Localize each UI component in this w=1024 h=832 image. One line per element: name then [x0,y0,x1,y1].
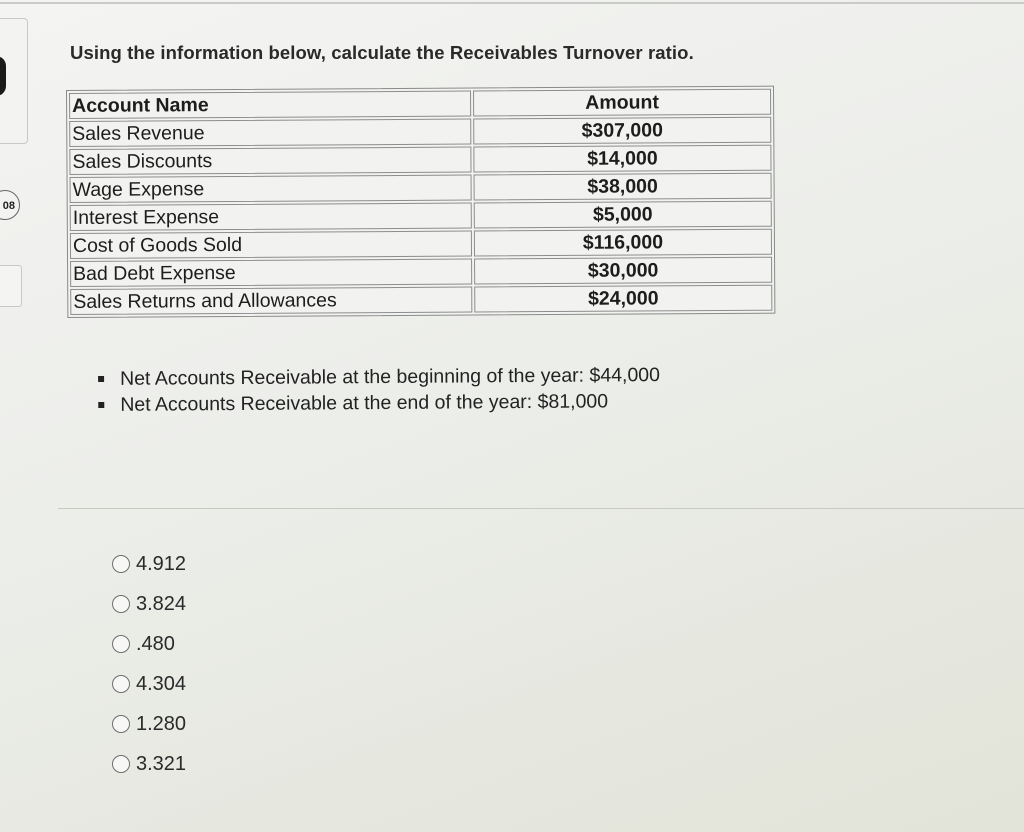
account-name-cell: Sales Revenue [69,119,471,147]
table-row [70,257,772,287]
left-nav-indicator [0,56,6,96]
amount-cell: $24,000 [474,285,772,313]
answer-option-label[interactable]: 1.280 [136,712,187,735]
table-row [70,285,772,315]
answer-option-label[interactable]: .480 [136,632,175,655]
table-row [69,117,771,147]
account-name-cell: Sales Discounts [69,147,471,175]
answer-option-3[interactable] [112,624,186,664]
top-border-line [0,2,1024,4]
answer-option-label[interactable]: 3.321 [136,752,187,775]
bullet-icon [98,376,104,382]
answer-option-2[interactable] [112,584,186,624]
radio-button-icon[interactable] [112,635,130,653]
radio-button-icon[interactable] [112,715,130,733]
column-header-amount: Amount [473,89,771,117]
table-row [69,145,771,175]
list-item [96,362,660,392]
amount-cell: $30,000 [474,257,772,285]
table-row [70,229,772,259]
amount-cell: $5,000 [474,201,772,229]
account-name-cell: Interest Expense [70,203,472,231]
question-number-badge[interactable]: 08 [0,190,20,220]
question-text: Using the information below, calculate the Receivables Turnover ratio. [70,42,694,63]
answer-option-label[interactable]: 4.304 [136,672,187,695]
radio-button-icon[interactable] [112,555,130,573]
left-nav-box[interactable] [0,265,22,307]
list-item [96,388,660,418]
answer-option-1[interactable] [112,544,186,584]
amount-cell: $116,000 [474,229,772,257]
answer-option-label[interactable]: 3.824 [136,592,187,615]
table-row [70,173,772,203]
account-name-cell: Wage Expense [70,175,472,203]
table-header-row [69,89,771,119]
facts-list [96,362,660,418]
answer-option-5[interactable] [112,704,186,744]
answer-option-4[interactable] [112,664,186,704]
accounts-table [66,86,775,318]
account-name-cell: Sales Returns and Allowances [70,287,472,315]
radio-button-icon[interactable] [112,595,130,613]
amount-cell: $14,000 [473,145,771,173]
radio-button-icon[interactable] [112,755,130,773]
amount-cell: $38,000 [474,173,772,201]
answer-options [112,544,186,784]
column-header-account-name: Account Name [69,91,471,119]
amount-cell: $307,000 [473,117,771,145]
bullet-icon [98,402,104,408]
section-divider [58,508,1024,509]
answer-option-label[interactable]: 4.912 [136,552,187,575]
fact-text-beginning-ar: Net Accounts Receivable at the beginning of the year: $44,000 [120,364,661,390]
fact-text-ending-ar: Net Accounts Receivable at the end of the year: $81,000 [120,390,609,416]
table-row [70,201,772,231]
account-name-cell: Bad Debt Expense [70,259,472,287]
radio-button-icon[interactable] [112,675,130,693]
answer-option-6[interactable] [112,744,186,784]
account-name-cell: Cost of Goods Sold [70,231,472,259]
